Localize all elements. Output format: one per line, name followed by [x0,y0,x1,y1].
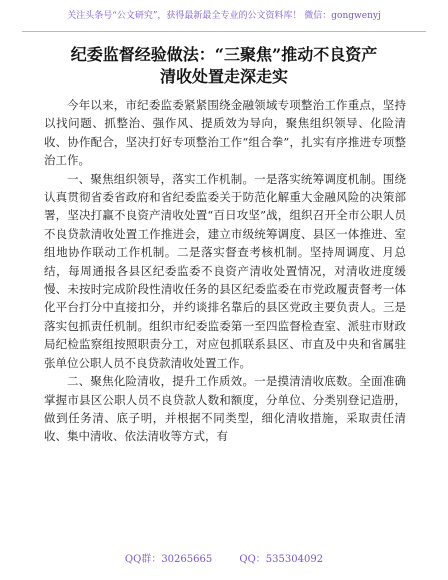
paragraph-section-2: 二、聚焦化险清收，提升工作质效。一是摸清清收底数。全面准确掌握市县区公职人员不良贷款人数和额度，分单位、分类别登记造册，做到任务清、底子明，并根据不同类型，细化清收措施，采取责任清收、集中清收、依法清收等方式，有 [44,374,406,444]
paragraph-section-1: 一、聚焦组织领导，落实工作机制。一是落实统筹调度机制。围绕认真贯彻省委省政府和省纪委监委关于防范化解重大金融风险的决策部署，坚决打赢不良资产清收处置“百日攻坚”战，组织召开全市公职人员不良贷款清收处置工作推进会，建立市级统筹调度、县区一体推进、室组地协作联动工作机制。二是落实督查考核机制。坚持周调度、月总结，每周通报各县区纪委监委不良资产清收处置情况，对清收进度缓慢、未按时完成阶段性清收任务的县区纪委监委在市党政履责督考一体化平台打分中直接扣分，并约谈排名靠后的县区党政主要负责人。三是落实包抓责任机制。组织市纪委监委第一至四监督检查室、派驻市财政局纪检监察组按照职责分工，对应包抓联系县区、市直及中央和省属驻张单位公职人员不良贷款清收处置工作。 [44,171,406,370]
header-notice: 关注头条号“公文研究”，获得最新最全专业的公文资料库！ 微信：gongwenyj [67,11,381,21]
title-line-2: 清收处置走深走实 [159,67,288,86]
document-body [44,96,406,446]
footer-qq: QQ：535304092 [239,554,324,565]
page-header [0,0,448,32]
header-divider [22,31,426,32]
paragraph-intro: 今年以来，市纪委监委紧紧围绕金融领域专项整治工作重点，坚持以找问题、抓整治、强作风、提质效为导向，聚焦组织领导、化险清收、协作配合，坚决打好专项整治工作“组合拳”，扎实有序推进专项整治工作。 [44,98,406,168]
page-footer [0,550,448,565]
title-line-1: 纪委监督经验做法：“三聚焦”推动不良资产 [70,45,378,64]
footer-qq-group: QQ群：30265665 [124,554,213,565]
document-title [20,44,428,88]
